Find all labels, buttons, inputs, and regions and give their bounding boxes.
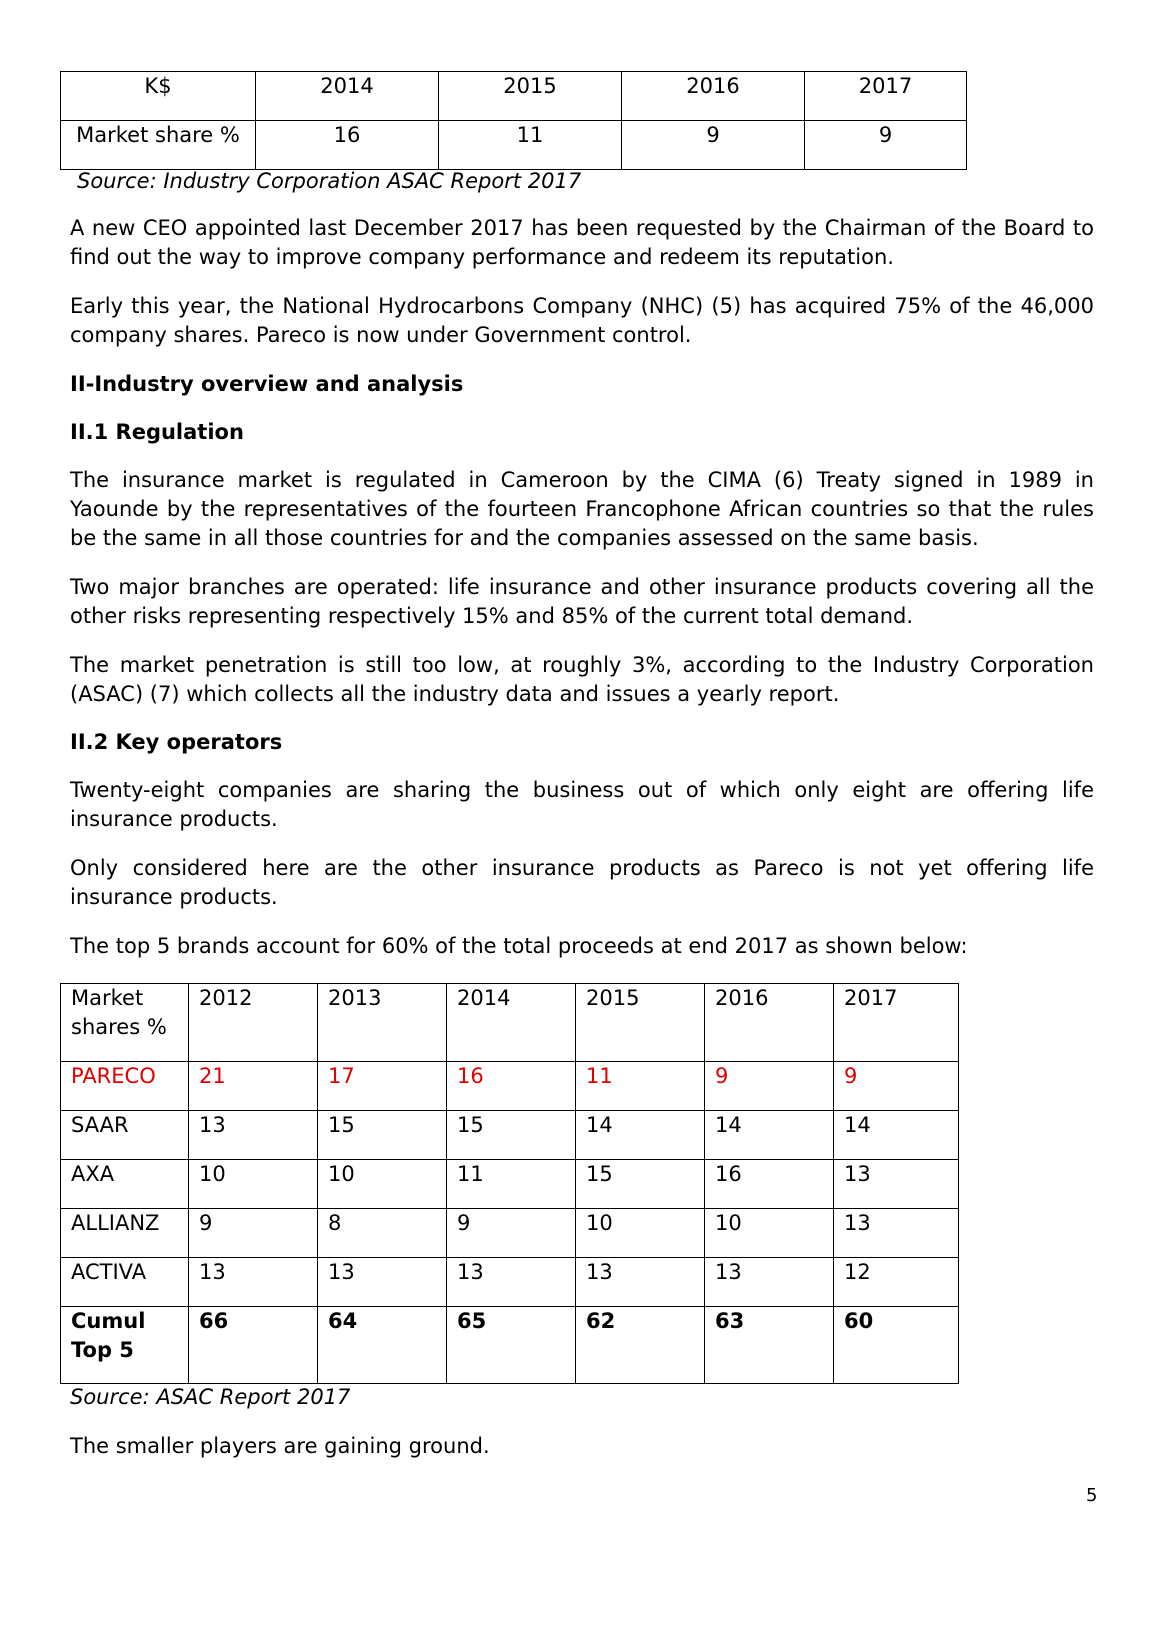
paragraph-closing: The smaller players are gaining ground. [70, 1434, 490, 1458]
paragraph-nhc: Early this year, the National Hydrocarbons Company (NHC) (5) has acquired 75% of the 46,000 company shares. Pareco is now under Government control. [70, 294, 1094, 347]
table-cell: 13 [576, 1258, 705, 1307]
header-line: Market [71, 986, 144, 1010]
table-header-row [61, 984, 959, 1062]
paragraph-branches: Two major branches are operated: life insurance and other insurance products covering all the other risks representing respectively 15% and 85% of the current total demand. [70, 575, 1094, 628]
table-cell: 66 [189, 1307, 318, 1384]
table-cell: ACTIVA [61, 1258, 189, 1307]
table-cell: 65 [447, 1307, 576, 1384]
table-row [61, 1160, 959, 1209]
table-cell: 13 [834, 1160, 959, 1209]
table-header-cell: 2016 [705, 984, 834, 1062]
table-source-caption: Source: Industry Corporation ASAC Report 2017 [77, 169, 582, 193]
table-row [61, 121, 967, 170]
table-cell: Market share % [61, 121, 256, 170]
table-cell: 15 [447, 1111, 576, 1160]
table-header-cell [61, 984, 189, 1062]
table-cell: 15 [318, 1111, 447, 1160]
table-cell: 60 [834, 1307, 959, 1384]
table-cell: 13 [189, 1258, 318, 1307]
table-cell: 10 [189, 1160, 318, 1209]
table-cell: 12 [834, 1258, 959, 1307]
cumul-line: Cumul [71, 1309, 146, 1333]
table-cell: 16 [256, 121, 439, 170]
section-heading-operators: II.2 Key operators [70, 730, 283, 754]
table-row [61, 1111, 959, 1160]
paragraph-ceo: A new CEO appointed last December 2017 has been requested by the Chairman of the Board to find out the way to improve company performance and redeem its reputation. [70, 216, 1094, 269]
table-cell: 11 [447, 1160, 576, 1209]
table-cell: K$ [61, 72, 256, 121]
table-cell: 9 [189, 1209, 318, 1258]
table-cell: 14 [834, 1111, 959, 1160]
section-heading-industry: II-Industry overview and analysis [70, 372, 464, 396]
paragraph-cima: The insurance market is regulated in Cameroon by the CIMA (6) Treaty signed in 1989 in Yaounde by the representatives of the fourteen Francophone African countries so that the rules be the same in all those countries for and the companies assessed on the same basis. [70, 468, 1094, 550]
table-cell: 9 [805, 121, 967, 170]
table-cell: 9 [622, 121, 805, 170]
table-header-cell: 2017 [834, 984, 959, 1062]
table-cell: 13 [318, 1258, 447, 1307]
table-cell: 17 [318, 1062, 447, 1111]
table-header-cell: 2012 [189, 984, 318, 1062]
table-cell: 9 [834, 1062, 959, 1111]
table-cell: 10 [705, 1209, 834, 1258]
table-cell: 2014 [256, 72, 439, 121]
table-cell: 14 [705, 1111, 834, 1160]
table-cell: PARECO [61, 1062, 189, 1111]
table-cell: 21 [189, 1062, 318, 1111]
table-header-cell: 2013 [318, 984, 447, 1062]
table-cell: 13 [705, 1258, 834, 1307]
table-cell: SAAR [61, 1111, 189, 1160]
table-cell: 13 [834, 1209, 959, 1258]
table-cell: 8 [318, 1209, 447, 1258]
table-row-cumul [61, 1307, 959, 1384]
table-cell: 16 [705, 1160, 834, 1209]
table-cell: 10 [318, 1160, 447, 1209]
table-cell: 11 [439, 121, 622, 170]
table-cell: 16 [447, 1062, 576, 1111]
cumul-line: Top 5 [71, 1338, 134, 1362]
section-heading-regulation: II.1 Regulation [70, 420, 244, 444]
table-cell: 13 [447, 1258, 576, 1307]
table-cell: 2017 [805, 72, 967, 121]
market-share-summary-table [60, 71, 967, 170]
table-row [61, 1209, 959, 1258]
table-header-cell: 2014 [447, 984, 576, 1062]
market-shares-table [60, 983, 959, 1384]
table-row [61, 1258, 959, 1307]
table-row-pareco [61, 1062, 959, 1111]
table-cell [61, 1307, 189, 1384]
table-cell: 10 [576, 1209, 705, 1258]
table-cell: AXA [61, 1160, 189, 1209]
table-cell: 2016 [622, 72, 805, 121]
table-cell: 63 [705, 1307, 834, 1384]
table-header-cell: 2015 [576, 984, 705, 1062]
table-cell: 62 [576, 1307, 705, 1384]
table-cell: 15 [576, 1160, 705, 1209]
header-line: shares % [71, 1015, 167, 1039]
table-cell: 14 [576, 1111, 705, 1160]
paragraph-top5: The top 5 brands account for 60% of the total proceeds at end 2017 as shown below: [70, 934, 968, 958]
table-cell: 2015 [439, 72, 622, 121]
table-cell: ALLIANZ [61, 1209, 189, 1258]
table-header-row [61, 72, 967, 121]
paragraph-twenty-eight: Twenty-eight companies are sharing the business out of which only eight are offering life insurance products. [70, 778, 1094, 831]
paragraph-penetration: The market penetration is still too low, at roughly 3%, according to the Industry Corporation (ASAC) (7) which collects all the industry data and issues a yearly report. [70, 653, 1094, 706]
page-number: 5 [1086, 1485, 1098, 1506]
table-cell: 11 [576, 1062, 705, 1111]
table-source-caption: Source: ASAC Report 2017 [70, 1385, 351, 1409]
table-cell: 64 [318, 1307, 447, 1384]
table-cell: 9 [447, 1209, 576, 1258]
paragraph-only-considered: Only considered here are the other insurance products as Pareco is not yet offering life insurance products. [70, 856, 1094, 909]
table-cell: 9 [705, 1062, 834, 1111]
table-cell: 13 [189, 1111, 318, 1160]
